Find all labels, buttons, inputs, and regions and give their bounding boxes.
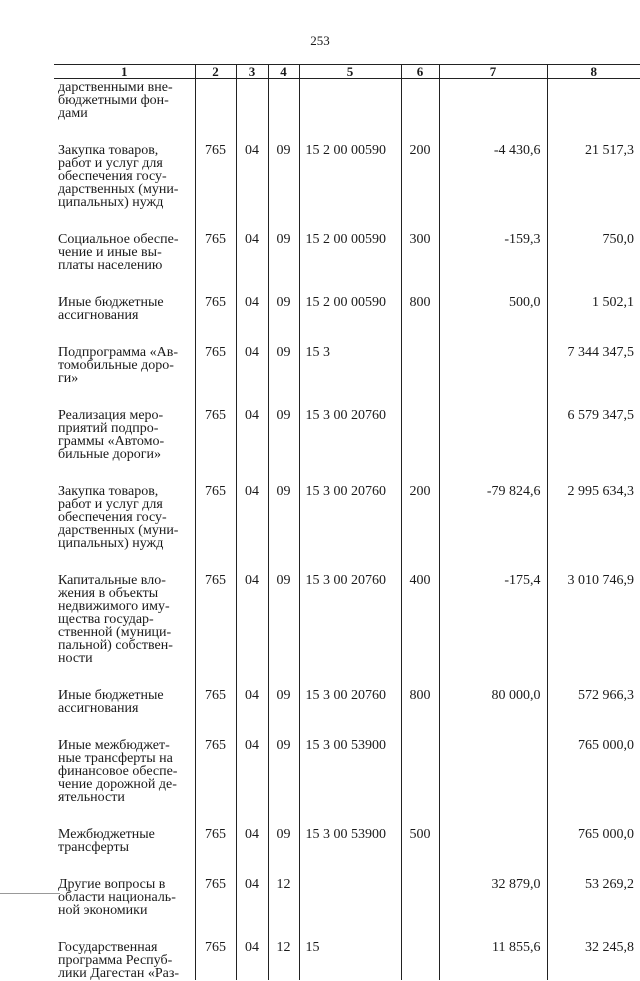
row-subsection: 09 [268, 140, 299, 229]
header-col-1: 1 [54, 65, 195, 79]
table-row [54, 229, 640, 292]
row-name: Иные бюджетные ассигнования [58, 688, 164, 716]
row-expense-type [401, 405, 439, 481]
row-target-article: 15 2 00 00590 [299, 229, 401, 292]
row-admin-code: 765 [195, 405, 236, 481]
row-name: Иные бюджетные ассигнования [58, 295, 164, 323]
row-target-article: 15 3 [299, 342, 401, 405]
row-expense-type: 300 [401, 229, 439, 292]
budget-table-container [54, 64, 640, 981]
row-target-article: 15 3 00 53900 [299, 735, 401, 824]
table-row [54, 140, 640, 229]
row-admin-code: 765 [195, 342, 236, 405]
row-name: Закупка товаров, работ и услуг для обеспечения госу- дарственных (муни- ципальных) нужд [58, 143, 179, 210]
row-target-article: 15 [299, 937, 401, 980]
row-target-article: 15 3 00 20760 [299, 685, 401, 735]
row-total-amount: 765 000,0 [547, 735, 640, 824]
row-total-amount: 765 000,0 [547, 824, 640, 874]
row-name: Межбюджетные трансферты [58, 827, 155, 855]
row-total-amount: 572 966,3 [547, 685, 640, 735]
header-col-8: 8 [547, 65, 640, 79]
continuation-row [54, 79, 640, 141]
table-row [54, 874, 640, 937]
header-col-3: 3 [236, 65, 268, 79]
table-row [54, 735, 640, 824]
row-name: Другие вопросы в области националь- ной экономики [58, 877, 176, 918]
row-target-article: 15 3 00 20760 [299, 481, 401, 570]
row-subsection: 09 [268, 735, 299, 824]
row-admin-code: 765 [195, 824, 236, 874]
row-section: 04 [236, 570, 268, 685]
row-change-amount: 500,0 [439, 292, 547, 342]
row-section: 04 [236, 405, 268, 481]
header-col-2: 2 [195, 65, 236, 79]
row-change-amount [439, 405, 547, 481]
row-change-amount: 80 000,0 [439, 685, 547, 735]
row-target-article: 15 2 00 00590 [299, 140, 401, 229]
row-expense-type [401, 735, 439, 824]
row-section: 04 [236, 342, 268, 405]
row-name: Закупка товаров, работ и услуг для обеспечения госу- дарственных (муни- ципальных) нужд [58, 484, 179, 551]
row-total-amount: 6 579 347,5 [547, 405, 640, 481]
row-section: 04 [236, 685, 268, 735]
header-col-6: 6 [401, 65, 439, 79]
row-admin-code: 765 [195, 229, 236, 292]
row-name: Капитальные вло- жения в объекты недвижимого иму- щества государ- ственной (муници- пальной) собствен- ности [58, 573, 173, 666]
row-total-amount: 21 517,3 [547, 140, 640, 229]
row-admin-code: 765 [195, 937, 236, 980]
table-row [54, 342, 640, 405]
row-section: 04 [236, 481, 268, 570]
row-name: Государственная программа Респуб- лики Дагестан «Раз- [58, 940, 180, 981]
row-change-amount: -4 430,6 [439, 140, 547, 229]
row-subsection: 09 [268, 342, 299, 405]
row-section: 04 [236, 735, 268, 824]
row-total-amount: 1 502,1 [547, 292, 640, 342]
row-section: 04 [236, 824, 268, 874]
header-row [54, 65, 640, 79]
row-admin-code: 765 [195, 140, 236, 229]
page-number: 253 [310, 33, 330, 48]
row-section: 04 [236, 937, 268, 980]
table-row [54, 937, 640, 980]
table-row [54, 824, 640, 874]
row-section: 04 [236, 292, 268, 342]
table-row [54, 405, 640, 481]
row-name: Подпрограмма «Ав- томобильные доро- ги» [58, 345, 178, 386]
row-target-article: 15 2 00 00590 [299, 292, 401, 342]
table-row [54, 292, 640, 342]
table-row [54, 685, 640, 735]
row-total-amount: 2 995 634,3 [547, 481, 640, 570]
row-total-amount: 750,0 [547, 229, 640, 292]
row-admin-code: 765 [195, 292, 236, 342]
row-section: 04 [236, 140, 268, 229]
row-admin-code: 765 [195, 570, 236, 685]
row-change-amount: -79 824,6 [439, 481, 547, 570]
row-subsection: 09 [268, 481, 299, 570]
row-subsection: 09 [268, 229, 299, 292]
row-section: 04 [236, 229, 268, 292]
row-expense-type: 800 [401, 685, 439, 735]
row-target-article: 15 3 00 20760 [299, 405, 401, 481]
row-subsection: 09 [268, 685, 299, 735]
row-target-article [299, 874, 401, 937]
row-name: Социальное обеспе- чение и иные вы- платы населению [58, 232, 179, 273]
header-col-5: 5 [299, 65, 401, 79]
row-expense-type [401, 342, 439, 405]
row-name: Иные межбюджет- ные трансферты на финансовое обеспе- чение дорожной де- ятельности [58, 738, 178, 805]
row-expense-type [401, 937, 439, 980]
row-admin-code: 765 [195, 685, 236, 735]
row-subsection: 09 [268, 405, 299, 481]
row-subsection: 09 [268, 292, 299, 342]
row-expense-type: 800 [401, 292, 439, 342]
row-admin-code: 765 [195, 735, 236, 824]
row-target-article: 15 3 00 20760 [299, 570, 401, 685]
row-admin-code: 765 [195, 481, 236, 570]
row-total-amount: 7 344 347,5 [547, 342, 640, 405]
page-edge-mark [0, 893, 60, 894]
row-subsection: 09 [268, 570, 299, 685]
row-expense-type: 200 [401, 481, 439, 570]
header-col-4: 4 [268, 65, 299, 79]
row-change-amount [439, 342, 547, 405]
row-name: Реализация меро- приятий подпро- граммы «Автомо- бильные дороги» [58, 408, 165, 462]
row-expense-type: 400 [401, 570, 439, 685]
row-target-article: 15 3 00 53900 [299, 824, 401, 874]
row-change-amount: -159,3 [439, 229, 547, 292]
row-total-amount: 3 010 746,9 [547, 570, 640, 685]
row-change-amount: 11 855,6 [439, 937, 547, 980]
row-change-amount: 32 879,0 [439, 874, 547, 937]
row-section: 04 [236, 874, 268, 937]
row-change-amount [439, 735, 547, 824]
row-subsection: 12 [268, 937, 299, 980]
row-expense-type: 200 [401, 140, 439, 229]
budget-table [54, 64, 640, 980]
row-expense-type: 500 [401, 824, 439, 874]
row-admin-code: 765 [195, 874, 236, 937]
row-subsection: 09 [268, 824, 299, 874]
row-total-amount: 53 269,2 [547, 874, 640, 937]
header-col-7: 7 [439, 65, 547, 79]
row-expense-type [401, 874, 439, 937]
row-change-amount: -175,4 [439, 570, 547, 685]
row-total-amount: 32 245,8 [547, 937, 640, 980]
row-change-amount [439, 824, 547, 874]
table-row [54, 481, 640, 570]
row-subsection: 12 [268, 874, 299, 937]
continuation-text: дарственными вне- бюджетными фон- дами [58, 80, 173, 121]
table-row [54, 570, 640, 685]
